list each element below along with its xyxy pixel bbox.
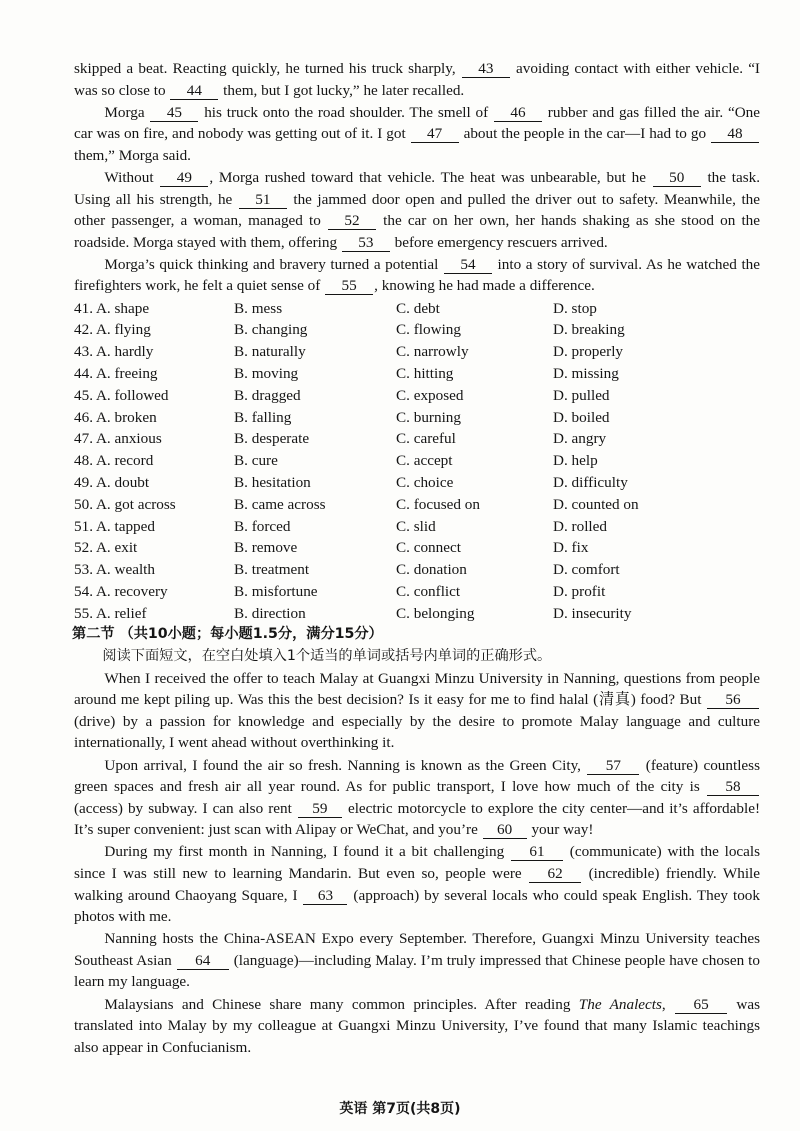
- section-instruction: 阅读下面短文，在空白处填入1个适当的单词或括号内单词的正确形式。: [102, 648, 552, 665]
- page-content: [74, 58, 760, 1058]
- option-45-c: C. exposed: [396, 386, 464, 404]
- option-51-c: C. slid: [396, 517, 436, 535]
- option-41-c: C. debt: [396, 299, 440, 317]
- option-42-b: B. changing: [234, 321, 308, 339]
- section-heading: 第二节 （共10小题；每小题1.5分，满分15分）: [72, 626, 383, 643]
- passage2-paragraph-3: During my first month in Nanning, I found it a bit challenging 61 (communicate) with the locals since I was still new to learning Mandarin. But even so, people were 62 (incredible) friendly. While walking around Chaoyang Square, I 63 (approach) by several locals who could speak English. They took photos with me.: [74, 843, 761, 926]
- option-43-a: 43. A. hardly: [74, 343, 154, 361]
- option-48-c: C. accept: [396, 452, 453, 470]
- passage2-paragraph-1: When I received the offer to teach Malay at Guangxi Minzu University in Nanning, questions from people around me kept piling up. Was this the best decision? Is it easy for me to find halal (清真) food? But 56 (drive) by a passion for knowledge and especially by the desire to promote Malay language and culture internationally, I went ahead without overthinking it.: [74, 669, 760, 752]
- blank-54: 54: [444, 257, 492, 274]
- option-49-a: 49. A. doubt: [74, 473, 150, 491]
- option-47-a: 47. A. anxious: [74, 430, 162, 448]
- option-55-c: C. belonging: [396, 604, 475, 622]
- blank-65: 65: [675, 997, 727, 1014]
- option-row-52: [74, 537, 760, 559]
- option-55-a: 55. A. relief: [74, 604, 147, 622]
- option-50-d: D. counted on: [553, 495, 639, 513]
- blank-52: 52: [328, 213, 376, 230]
- blank-55: 55: [325, 278, 373, 295]
- option-46-c: C. burning: [396, 408, 461, 426]
- option-42-c: C. flowing: [396, 321, 461, 339]
- option-50-b: B. came across: [234, 495, 326, 513]
- blank-57: 57: [587, 758, 639, 775]
- option-42-a: 42. A. flying: [74, 321, 151, 339]
- option-43-c: C. narrowly: [396, 343, 469, 361]
- blank-56: 56: [707, 692, 759, 709]
- blank-43: 43: [462, 61, 510, 78]
- blank-64: 64: [177, 953, 229, 970]
- passage2-paragraph-2: Upon arrival, I found the air so fresh. Nanning is known as the Green City, 57 (feature) countless green spaces and fresh air all year round. As for public transport, I love how much of the city is 58 (access) by subway. I can also rent 59 electric motorcycle to explore the city center—and it’s affordable! It’s super convenient: just scan with Alipay or WeChat, and you’re 60 your way!: [74, 756, 761, 839]
- option-row-45: [74, 385, 760, 407]
- option-46-a: 46. A. broken: [74, 408, 157, 426]
- blank-47: 47: [411, 126, 459, 143]
- option-50-c: C. focused on: [396, 495, 480, 513]
- option-row-55: [74, 603, 760, 625]
- option-48-a: 48. A. record: [74, 452, 154, 470]
- book-title: The Analects: [578, 995, 662, 1013]
- option-row-48: [74, 450, 760, 472]
- blank-59: 59: [298, 801, 342, 818]
- option-45-d: D. pulled: [553, 386, 610, 404]
- option-50-a: 50. A. got across: [74, 495, 176, 513]
- option-44-d: D. missing: [553, 364, 619, 382]
- option-47-c: C. careful: [396, 430, 456, 448]
- blank-44: 44: [170, 83, 218, 100]
- option-51-b: B. forced: [234, 517, 291, 535]
- option-49-d: D. difficulty: [553, 473, 628, 491]
- option-41-a: 41. A. shape: [74, 299, 150, 317]
- option-49-b: B. hesitation: [234, 473, 311, 491]
- option-46-d: D. boiled: [553, 408, 610, 426]
- option-row-51: [74, 516, 760, 538]
- option-row-42: [74, 319, 760, 341]
- option-47-d: D. angry: [553, 430, 607, 448]
- blank-53: 53: [342, 235, 390, 252]
- blank-46: 46: [494, 105, 542, 122]
- option-44-c: C. hitting: [396, 364, 454, 382]
- passage1-paragraph-3: Without 49 , Morga rushed toward that vehicle. The heat was unbearable, but he 50 the task. Using all his strength, he 51 the jammed door open and pulled the driver out to safety. Meanwhile, the other passenger, a woman, managed to 52 the car on her own, her hands shaking as she stood on the roadside. Morga stayed with them, offering 53 before emergency rescuers arrived.: [74, 168, 761, 251]
- option-row-54: [74, 581, 760, 603]
- option-44-a: 44. A. freeing: [74, 364, 158, 382]
- option-53-a: 53. A. wealth: [74, 561, 155, 579]
- option-row-47: [74, 428, 760, 450]
- option-45-a: 45. A. followed: [74, 386, 169, 404]
- option-row-46: [74, 407, 760, 429]
- blank-48: 48: [711, 126, 759, 143]
- option-53-d: D. comfort: [553, 561, 620, 579]
- option-43-b: B. naturally: [234, 343, 306, 361]
- option-row-50: [74, 494, 760, 516]
- option-row-41: [74, 298, 760, 320]
- option-44-b: B. moving: [234, 364, 299, 382]
- blank-63: 63: [303, 888, 347, 905]
- option-41-d: D. stop: [553, 299, 597, 317]
- page-footer: 英语 第7页(共8页): [339, 1101, 461, 1117]
- option-55-d: D. insecurity: [553, 604, 632, 622]
- blank-45: 45: [150, 105, 198, 122]
- option-52-b: B. remove: [234, 539, 298, 557]
- option-51-a: 51. A. tapped: [74, 517, 155, 535]
- option-46-b: B. falling: [234, 408, 292, 426]
- blank-50: 50: [653, 170, 701, 187]
- option-52-a: 52. A. exit: [74, 539, 138, 557]
- option-49-c: C. choice: [396, 473, 454, 491]
- option-53-c: C. donation: [396, 561, 467, 579]
- passage1-paragraph-2: Morga 45 his truck onto the road shoulder. The smell of 46 rubber and gas filled the air. “One car was on fire, and nobody was getting out of it. I got 47 about the people in the car—I had to go 48 them,” Morga said.: [74, 103, 761, 164]
- option-45-b: B. dragged: [234, 386, 301, 404]
- option-52-c: C. connect: [396, 539, 461, 557]
- option-row-49: [74, 472, 760, 494]
- blank-60: 60: [483, 822, 527, 839]
- option-54-c: C. conflict: [396, 582, 461, 600]
- option-54-b: B. misfortune: [234, 582, 318, 600]
- option-row-53: [74, 559, 760, 581]
- option-42-d: D. breaking: [553, 321, 625, 339]
- option-53-b: B. treatment: [234, 561, 310, 579]
- option-47-b: B. desperate: [234, 430, 310, 448]
- blank-62: 62: [529, 866, 581, 883]
- passage2-paragraph-4: Nanning hosts the China-ASEAN Expo every September. Therefore, Guangxi Minzu University teaches Southeast Asian 64 (language)—including Malay. I’m truly impressed that Chinese people have chosen to learn my language.: [74, 930, 760, 991]
- option-41-b: B. mess: [234, 299, 283, 317]
- option-row-44: [74, 363, 760, 385]
- blank-49: 49: [160, 170, 208, 187]
- option-43-d: D. properly: [553, 343, 624, 361]
- blank-58: 58: [707, 779, 759, 796]
- passage2-paragraph-5: Malaysians and Chinese share many common principles. After reading The Analects, 65 was translated into Malay by my colleague at Guangxi Minzu University, I’ve found that many Islamic teachings also appear in Confucianism.: [74, 995, 761, 1056]
- passage1-paragraph-4: Morga’s quick thinking and bravery turned a potential 54 into a story of survival. As he watched the firefighters work, he felt a quiet sense of 55 , knowing he had made a difference.: [74, 255, 761, 295]
- passage1-paragraph-1: skipped a beat. Reacting quickly, he turned his truck sharply, 43 avoiding contact with either vehicle. “I was so close to 44 them, but I got lucky,” he later recalled.: [74, 60, 760, 99]
- option-51-d: D. rolled: [553, 517, 607, 535]
- option-54-a: 54. A. recovery: [74, 582, 168, 600]
- blank-61: 61: [511, 844, 563, 861]
- option-48-d: D. help: [553, 452, 598, 470]
- option-54-d: D. profit: [553, 582, 606, 600]
- option-52-d: D. fix: [553, 539, 589, 557]
- blank-51: 51: [239, 192, 287, 209]
- option-55-b: B. direction: [234, 604, 306, 622]
- option-48-b: B. cure: [234, 452, 278, 470]
- option-row-43: [74, 341, 760, 363]
- options-list: [74, 298, 760, 625]
